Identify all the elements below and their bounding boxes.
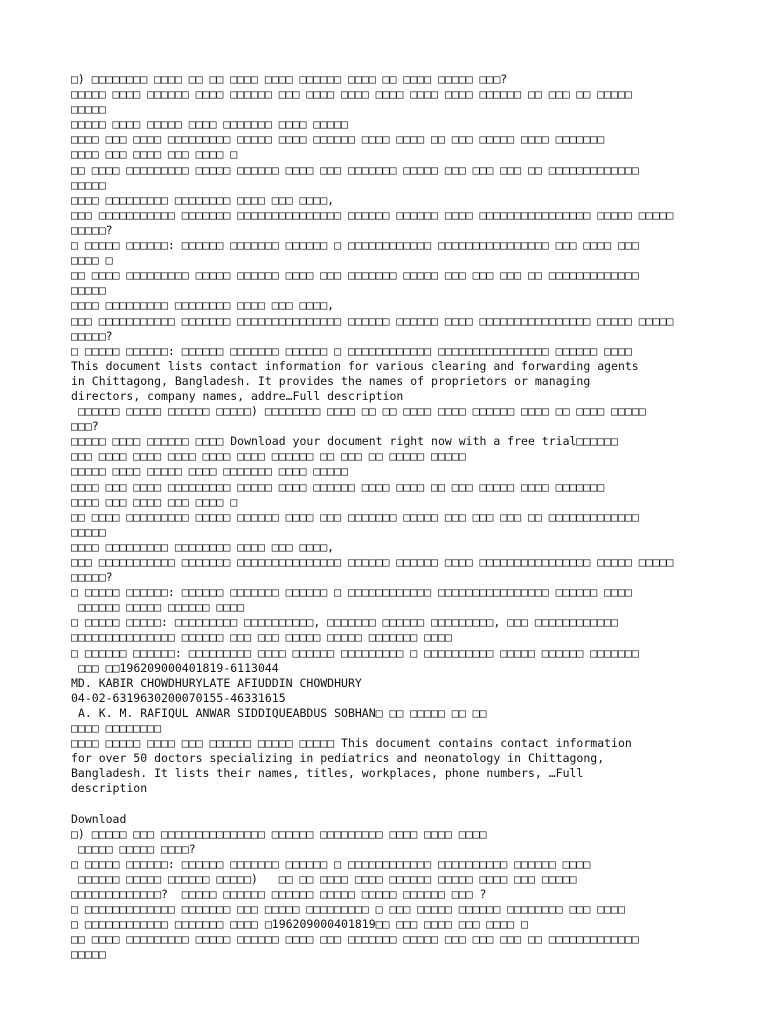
text-line: A. K. M. RAFIQUL ANWAR SIDDIQUEABDUS SOBHAN□ □□ □□□□□ □□ □□ (71, 705, 487, 720)
text-line: This document lists contact information for various clearing and forwarding agents (71, 358, 639, 373)
text-line: □□□ □□□□□□□□□□□ □□□□□□□ □□□□□□□□□□□□□□□ □□□□□□ □□□□□□ □□□□ □□□□□□□□□□□□□□□□ □□□□□ □□□□□ (71, 313, 674, 328)
text-line: □□□? (71, 419, 99, 434)
text-line: □□□□□□ □□□□□ □□□□□□ □□□□□) □□ □□ □□□□ □□□□ □□□□□□ □□□□□ □□□□ □□□ □□□□□ (71, 871, 577, 886)
text-line: □□□ □□□□□□□□□□□ □□□□□□□ □□□□□□□□□□□□□□□ □□□□□□ □□□□□□ □□□□ □□□□□□□□□□□□□□□□ □□□□□ □□□□□ (71, 207, 674, 222)
text-line: □□□□□ □□□□ □□□□□□ □□□□ □□□□□□ □□□ □□□□ □□□□ □□□□ □□□□ □□□□ □□□□□□ □□ □□□ □□ □□□□□ (71, 87, 632, 102)
text-line: □) □□□□□□□□ □□□□ □□ □□ □□□□ □□□□ □□□□□□ □□□□ □□ □□□□ □□□□□ □□□? (71, 72, 508, 86)
text-line: MD. KABIR CHOWDHURYLATE AFIUDDIN CHOWDHURY (71, 675, 362, 690)
text-line: □□□□□ (71, 102, 106, 117)
text-line: □□□□ □□□□□□□□□ □□□□□□□□ □□□□ □□□ □□□□, (71, 192, 335, 207)
text-line: □□ □□□□ □□□□□□□□□ □□□□□ □□□□□□ □□□□ □□□ □□□□□□□ □□□□□ □□□ □□□ □□□ □□ □□□□□□□□□□□□□ (71, 509, 639, 524)
text-line: □□□□□ (71, 524, 106, 539)
text-line: □□□ □□□□ □□□□ □□□□ □□□□ □□□□ □□□□□□ □□ □□□ □□ □□□□□ □□□□□ (71, 449, 466, 464)
text-line: □ □□□□□□□□□□□□ □□□□□□□ □□□□ □196209000401819□□ □□□ □□□□ □□□ □□□□ □ (71, 917, 528, 932)
text-line: □□ □□□□ □□□□□□□□□ □□□□□ □□□□□□ □□□□ □□□ □□□□□□□ □□□□□ □□□ □□□ □□□ □□ □□□□□□□□□□□□□ (71, 268, 639, 283)
text-line: □□□□□ □□□□□ □□□□? (71, 841, 196, 856)
text-line: □□□□ □□□ □□□□ □□□ □□□□ □ (71, 494, 238, 509)
text-line: □□□□ □□□□□ □□□□ □□□ □□□□□□ □□□□□ □□□□□ This document contains contact information (71, 736, 632, 751)
text-line: □□□□□? (71, 328, 113, 343)
text-line (71, 797, 712, 812)
text-line: □□□□ □□□ □□□□ □□□□□□□□□ □□□□□ □□□□ □□□□□□ □□□□ □□□□ □□ □□□ □□□□□ □□□□ □□□□□□□ (71, 479, 605, 494)
text-line: □ □□□□□ □□□□□□: □□□□□□ □□□□□□□ □□□□□□ □ □□□□□□□□□□□□ □□□□□□□□□□□□□□□□ □□□□□□ □□□□ (71, 585, 632, 600)
text-line: Bangladesh. It lists their names, titles, workplaces, phone numbers, …Full (71, 766, 584, 781)
text-line: □□ □□□□ □□□□□□□□□ □□□□□ □□□□□□ □□□□ □□□ □□□□□□□ □□□□□ □□□ □□□ □□□ □□ □□□□□□□□□□□□□ (71, 162, 639, 177)
text-line: □□□□□? (71, 222, 113, 237)
text-line: □□□□ □□□□□□□□ (71, 721, 162, 736)
text-line: □□□□□ □□□□ □□□□□□ □□□□ Download your document right now with a free trial□□□□□□ (71, 434, 618, 449)
text-line: □□□□□□ □□□□□ □□□□□□ □□□□□) □□□□□□□□ □□□□ □□ □□ □□□□ □□□□ □□□□□□ □□□□ □□ □□□□ □□□□□ (71, 404, 646, 419)
text-line: □□□□ □ (71, 253, 113, 268)
text-line: □□□□ □□□ □□□□ □□□□□□□□□ □□□□□ □□□□ □□□□□□ □□□□ □□□□ □□ □□□ □□□□□ □□□□ □□□□□□□ (71, 132, 605, 147)
text-line: □□□□ □□□□□□□□□ □□□□□□□□ □□□□ □□□ □□□□, (71, 539, 335, 554)
text-line: □□□ □□□□□□□□□□□ □□□□□□□ □□□□□□□□□□□□□□□ □□□□□□ □□□□□□ □□□□ □□□□□□□□□□□□□□□□ □□□□□ □□□□□ (71, 555, 674, 569)
text-line: □□□□ □□□□□□□□□ □□□□□□□□ □□□□ □□□ □□□□, (71, 298, 335, 313)
text-line: □□□□□ (71, 283, 106, 298)
text-line: Download (71, 811, 127, 826)
text-line: in Chittagong, Bangladesh. It provides the names of proprietors or managing (71, 373, 591, 388)
text-line: □□□□□ (71, 947, 106, 962)
text-line: □ □□□□□ □□□□□□: □□□□□□ □□□□□□□ □□□□□□ □ □□□□□□□□□□□□ □□□□□□□□□□□□□□□□ □□□□□□ □□□□ (71, 343, 632, 358)
text-line: □□□□□□□□□□□□□□□ □□□□□□ □□□ □□□ □□□□□ □□□□□ □□□□□□□ □□□□ (71, 630, 452, 645)
text-line: □□□□ □□□ □□□□ □□□ □□□□ □ (71, 147, 238, 162)
text-line: □□□□□ (71, 177, 106, 192)
text-line: □ □□□□□ □□□□□□: □□□□□□ □□□□□□□ □□□□□□ □ □□□□□□□□□□□□ □□□□□□□□□□□□□□□□ □□□ □□□□ □□□ (71, 238, 639, 253)
text-line: directors, company names, addre…Full description (71, 388, 404, 403)
text-line: □□□□□□ □□□□□ □□□□□□ □□□□ (71, 600, 245, 615)
text-line: □□□□□□□□□□□□□? □□□□□ □□□□□□ □□□□□□ □□□□□ □□□□□ □□□□□□ □□□ ? (71, 887, 487, 902)
text-line: □□□□□? (71, 570, 113, 585)
text-line: description (71, 781, 148, 796)
text-line: □ □□□□□ □□□□□: □□□□□□□□□ □□□□□□□□□□, □□□□□□□ □□□□□□ □□□□□□□□□, □□□ □□□□□□□□□□□□ (71, 615, 618, 630)
text-line: □ □□□□□□□□□□□□□ □□□□□□□ □□□ □□□□□ □□□□□□□□□ □ □□□ □□□□□ □□□□□□ □□□□□□□□ □□□ □□□□ (71, 902, 625, 917)
text-line: □□□□□ □□□□ □□□□□ □□□□ □□□□□□□ □□□□ □□□□□ (71, 464, 348, 479)
text-line: □ □□□□□□ □□□□□□: □□□□□□□□□ □□□□ □□□□□□ □□□□□□□□□ □ □□□□□□□□□□ □□□□□ □□□□□□ □□□□□□□ (71, 645, 639, 660)
text-line: □□ □□□□ □□□□□□□□□ □□□□□ □□□□□□ □□□□ □□□ □□□□□□□ □□□□□ □□□ □□□ □□□ □□ □□□□□□□□□□□□□ (71, 932, 639, 947)
text-line: for over 50 doctors specializing in pediatrics and neonatology in Chittagong, (71, 751, 605, 766)
text-line: □ □□□□□ □□□□□□: □□□□□□ □□□□□□□ □□□□□□ □ □□□□□□□□□□□□ □□□□□□□□□□ □□□□□□ □□□□ (71, 856, 591, 871)
text-line: □□□ □□196209000401819-6113044 (71, 660, 279, 675)
text-line: □□□□□ □□□□ □□□□□ □□□□ □□□□□□□ □□□□ □□□□□ (71, 117, 348, 132)
text-line: □) □□□□□ □□□ □□□□□□□□□□□□□□□ □□□□□□ □□□□□□□□□ □□□□ □□□□ □□□□ (71, 826, 487, 841)
text-line: 04-02-6319630200070155-46331615 (71, 690, 286, 705)
